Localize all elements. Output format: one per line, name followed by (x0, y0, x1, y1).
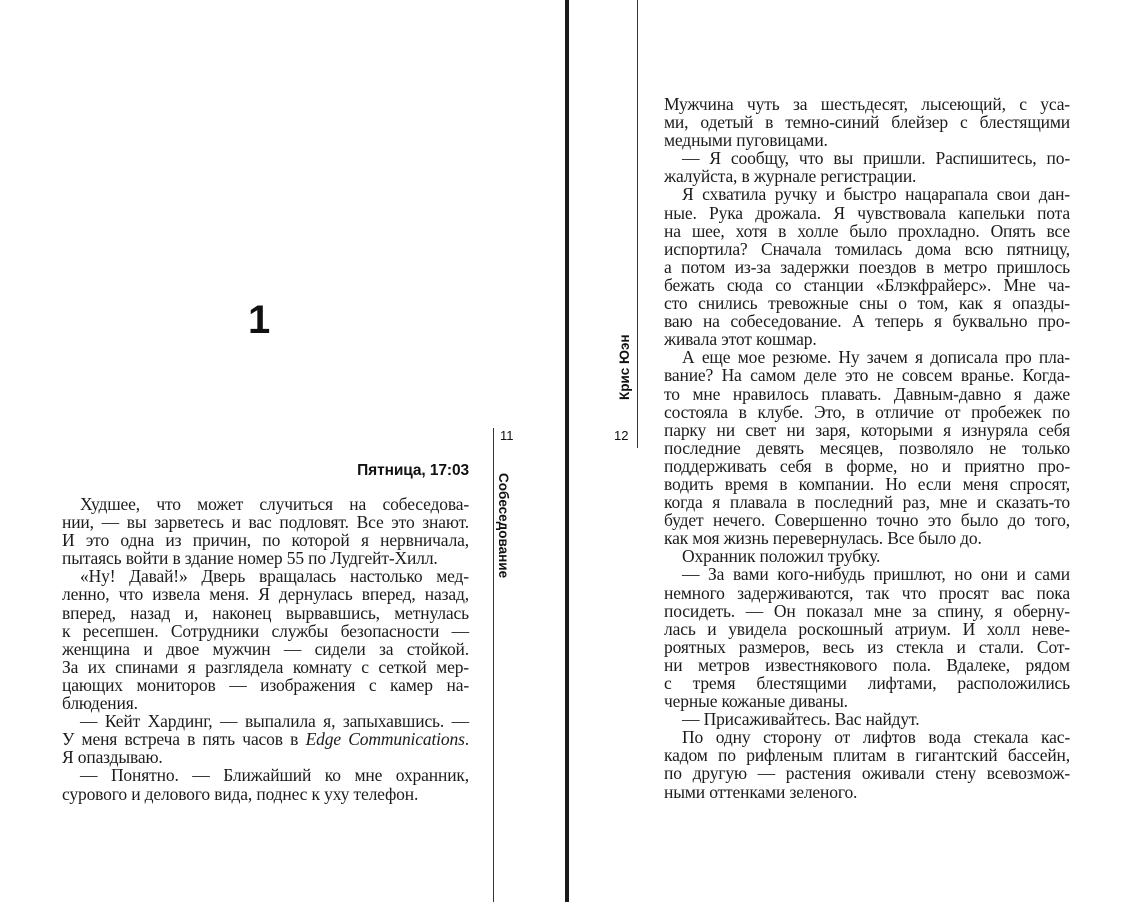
text-line: Я схватила ручку и быстро нацарапала свои дан- (682, 184, 1070, 205)
text-line: сурового и делового вида, поднес к уху телефон. (62, 783, 419, 804)
text-line: кадом по рифленым плитам в гигантский бассейн, (664, 745, 1070, 766)
text-line: посидеть. — Он показал мне за спину, я оберну- (664, 600, 1070, 621)
text-fragment: . (464, 729, 469, 750)
text-line: — За вами кого-нибудь пришлют, но они и сами (682, 564, 1070, 585)
text-line: по другую — растения оживали стену всевозмож- (664, 763, 1070, 784)
text-line: черные кожаные диваны. (664, 691, 848, 712)
text-line: бежать сюда со станции «Блэкфрайерс». Мне ча- (664, 274, 1070, 295)
running-head: Собеседование (496, 473, 511, 579)
text-line: водить время в компании. Но если меня спросят, (664, 473, 1070, 494)
text-line: как моя жизнь перевернулась. Все было до. (664, 528, 982, 549)
text-line: «Ну! Давай!» Дверь вращалась настолько мед- (80, 566, 469, 587)
text-line: За их спинами я разглядела комнату с сеткой мер- (62, 656, 469, 677)
text-line: — Я сообщу, что вы пришли. Распишитесь, по- (682, 148, 1070, 169)
text-line: живала этот кошмар. (664, 329, 817, 350)
text-line: будет нечего. Совершенно точно это было до того, (664, 510, 1070, 531)
text-line: ваю на собеседование. А теперь я буквально про- (664, 311, 1070, 332)
text-line: Я опаздываю. (62, 747, 163, 768)
text-line: сто снились тревожные сны о том, как я опазды- (664, 293, 1070, 314)
text-line: испортила? Сначала томилась дома всю пятницу, (664, 238, 1070, 259)
margin-rule (637, 0, 638, 448)
text-line: вание? На самом деле это не совсем вранье. Когда- (664, 365, 1070, 386)
text-line: немного задерживаются, так что просят вас пока (664, 582, 1070, 603)
text-line: состояла в клубе. Это, в отличие от пробежек по (664, 401, 1070, 422)
text-line: По одну сторону от лифтов вода стекала кас- (682, 727, 1070, 748)
text-line: лась и увидела роскошный атриум. И холл неве- (664, 618, 1070, 639)
text-line: роятных размеров, весь из стекла и стали. Сот- (664, 636, 1070, 657)
text-line: ленно, что извела меня. Я дернулась вперед, назад, (62, 584, 469, 605)
text-line: ными оттенками зеленого. (664, 781, 858, 802)
text-line: Мужчина чуть за шестьдесят, лысеющий, с уса- (664, 94, 1070, 114)
text-line: а потом из-за задержки поездов в метро пришлось (664, 256, 1070, 277)
text-line: — Понятно. — Ближайший ко мне охранник, (80, 765, 469, 786)
text-line: на шее, хотя в холле было прохладно. Опять все (664, 220, 1070, 241)
left-body-text (62, 495, 469, 803)
chapter-number: 1 (248, 298, 271, 342)
text-line: нии, — вы зарветесь и вас подловят. Все это знают. (62, 512, 469, 533)
text-line: ни метров известнякового пола. Вдалеке, рядом (664, 654, 1070, 675)
text-fragment: У меня встреча в пять часов в (62, 729, 306, 750)
text-line: вперед, назад и, наконец вырвавшись, метнулась (62, 602, 469, 623)
running-head: Крис Юэн (617, 334, 632, 400)
text-line: парку ни свет ни заря, которыми я изнуряла себя (664, 419, 1070, 440)
text-line: жалуйста, в журнале регистрации. (664, 166, 917, 187)
text-line: с тремя блестящими лифтами, расположились (664, 673, 1070, 693)
margin-rule (493, 428, 494, 902)
text-line: блюдения. (62, 693, 138, 714)
text-line: когда я плавала в последний раз, мне и сказать-то (664, 492, 1070, 513)
text-line: И это одна из причин, по которой я нервничала, (62, 530, 469, 551)
page-number: 12 (614, 428, 629, 443)
text-line: медными пуговицами. (664, 130, 828, 151)
text-line: поддерживать себя в форме, но и приятно про- (664, 455, 1070, 476)
text-line: Охранник положил трубку. (682, 546, 881, 567)
text-line: пытаясь войти в здание номер 55 по Лудгейт-Хилл. (62, 548, 438, 569)
right-body-text (664, 95, 1070, 801)
text-line: Худшее, что может случиться на собеседова- (80, 494, 469, 514)
section-heading: Пятница, 17:03 (357, 462, 469, 479)
text-line: ные. Рука дрожала. Я чувствовала капельки пота (664, 202, 1070, 223)
text-line: А еще мое резюме. Ну зачем я дописала про пла- (682, 347, 1070, 368)
text-line: — Присаживайтесь. Вас найдут. (682, 709, 920, 730)
text-line: женщина и двое мужчин — сидели за стойкой. (62, 638, 469, 659)
page-number: 11 (500, 428, 514, 443)
text-line: ми, одетый в темно-синий блейзер с блестящими (664, 112, 1070, 133)
text-line: последние девять месяцев, позволяло не только (664, 437, 1070, 458)
text-line: цающих мониторов — изображения с камер на- (62, 674, 469, 695)
text-line (62, 730, 469, 748)
text-line: к ресепшен. Сотрудники службы безопасности — (62, 620, 469, 641)
text-line: — Кейт Хардинг, — выпалила я, запыхавшись. — (80, 711, 469, 732)
company-name: Edge Communications (305, 729, 465, 750)
text-line: то мне нравилось плавать. Давным-давно я даже (664, 383, 1070, 404)
